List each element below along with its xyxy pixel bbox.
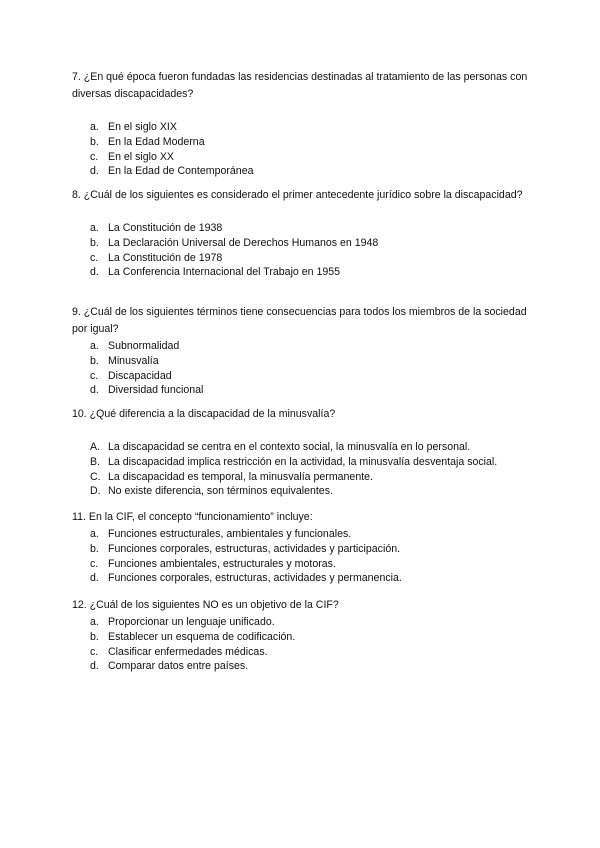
option-text: Establecer un esquema de codificación. (108, 630, 296, 643)
options-list (72, 527, 532, 586)
option-letter: d. (90, 266, 99, 279)
option-item (72, 470, 532, 485)
option-letter: C. (90, 470, 101, 483)
question-text: 7. ¿En qué época fueron fundadas las residencias destinadas al tratamiento de las personas con diversas discapacidades? (72, 71, 528, 100)
option-letter: D. (90, 485, 101, 498)
option-letter: c. (90, 369, 99, 382)
option-text: La Conferencia Internacional del Trabajo en 1955 (108, 266, 341, 279)
question-9 (72, 304, 532, 398)
option-text: La discapacidad implica restricción en la actividad, la minusvalía desventaja social. (108, 455, 498, 468)
question-11 (72, 509, 532, 586)
option-text: Funciones corporales, estructuras, actividades y participación. (108, 542, 401, 555)
option-text: La Constitución de 1938 (108, 222, 223, 234)
question-12 (72, 597, 532, 674)
option-text: La Constitución de 1978 (108, 251, 223, 264)
option-text: En la Edad Moderna (108, 135, 205, 148)
option-item (72, 615, 532, 630)
option-text: Subnormalidad (108, 340, 180, 352)
option-item (72, 630, 532, 645)
option-letter: B. (90, 455, 101, 468)
question-10 (72, 406, 532, 499)
option-text: Funciones corporales, estructuras, actividades y permanencia. (108, 572, 402, 585)
option-text: En la Edad de Contemporánea (108, 165, 254, 178)
options-list (72, 339, 532, 398)
option-text: La discapacidad se centra en el contexto social, la minusvalía en lo personal. (108, 441, 471, 453)
option-letter: a. (90, 121, 99, 133)
option-letter: a. (90, 528, 99, 540)
option-item (72, 440, 532, 455)
option-item (72, 383, 532, 398)
option-text: Discapacidad (108, 369, 172, 382)
option-letter: b. (90, 542, 99, 555)
option-letter: b. (90, 135, 99, 148)
option-text: Diversidad funcional (108, 384, 204, 397)
question-text: 12. ¿Cuál de los siguientes NO es un objetivo de la CIF? (72, 599, 339, 611)
option-item (72, 542, 532, 557)
options-list (72, 221, 532, 280)
option-letter: c. (90, 557, 99, 570)
question-text: 11. En la CIF, el concepto “funcionamiento” incluye: (72, 511, 313, 523)
option-letter: A. (90, 441, 101, 453)
option-text: No existe diferencia, son términos equivalentes. (108, 485, 333, 498)
option-item (72, 236, 532, 251)
option-letter: b. (90, 236, 99, 249)
options-list (72, 615, 532, 674)
option-text: La Declaración Universal de Derechos Humanos en 1948 (108, 236, 379, 249)
question-text: 9. ¿Cuál de los siguientes términos tiene consecuencias para todos los miembros de la sociedad por igual? (72, 306, 527, 335)
option-letter: c. (90, 645, 99, 658)
option-text: Comparar datos entre países. (108, 660, 249, 673)
option-item (72, 251, 532, 266)
option-item (72, 135, 532, 150)
option-item (72, 645, 532, 660)
question-text: 8. ¿Cuál de los siguientes es considerado el primer antecedente jurídico sobre la discapacidad? (72, 189, 523, 201)
option-text: Proporcionar un lenguaje unificado. (108, 616, 275, 628)
option-letter: d. (90, 165, 99, 178)
option-text: En el siglo XIX (108, 121, 177, 133)
option-item (72, 164, 532, 179)
option-text: En el siglo XX (108, 150, 174, 163)
option-item (72, 120, 532, 135)
option-text: La discapacidad es temporal, la minusvalía permanente. (108, 470, 373, 483)
option-letter: a. (90, 340, 99, 352)
option-letter: b. (90, 630, 99, 643)
option-letter: d. (90, 660, 99, 673)
option-item (72, 527, 532, 542)
option-item (72, 221, 532, 236)
option-text: Funciones ambientales, estructurales y motoras. (108, 557, 336, 570)
options-list (72, 120, 532, 179)
option-item (72, 659, 532, 674)
option-item (72, 339, 532, 354)
option-letter: a. (90, 222, 99, 234)
question-8 (72, 187, 532, 280)
option-item (72, 369, 532, 384)
option-letter: d. (90, 384, 99, 397)
option-item (72, 455, 532, 470)
option-item (72, 150, 532, 165)
option-text: Minusvalía (108, 354, 159, 367)
option-text: Funciones estructurales, ambientales y funcionales. (108, 528, 352, 540)
options-list (72, 440, 532, 499)
option-item (72, 571, 532, 586)
question-7 (72, 69, 532, 179)
option-item (72, 265, 532, 280)
option-letter: b. (90, 354, 99, 367)
option-letter: c. (90, 150, 99, 163)
option-letter: a. (90, 616, 99, 628)
option-item (72, 484, 532, 499)
option-letter: c. (90, 251, 99, 264)
option-text: Clasificar enfermedades médicas. (108, 645, 268, 658)
question-text: 10. ¿Qué diferencia a la discapacidad de la minusvalía? (72, 408, 336, 420)
option-item (72, 557, 532, 572)
option-item (72, 354, 532, 369)
option-letter: d. (90, 572, 99, 585)
